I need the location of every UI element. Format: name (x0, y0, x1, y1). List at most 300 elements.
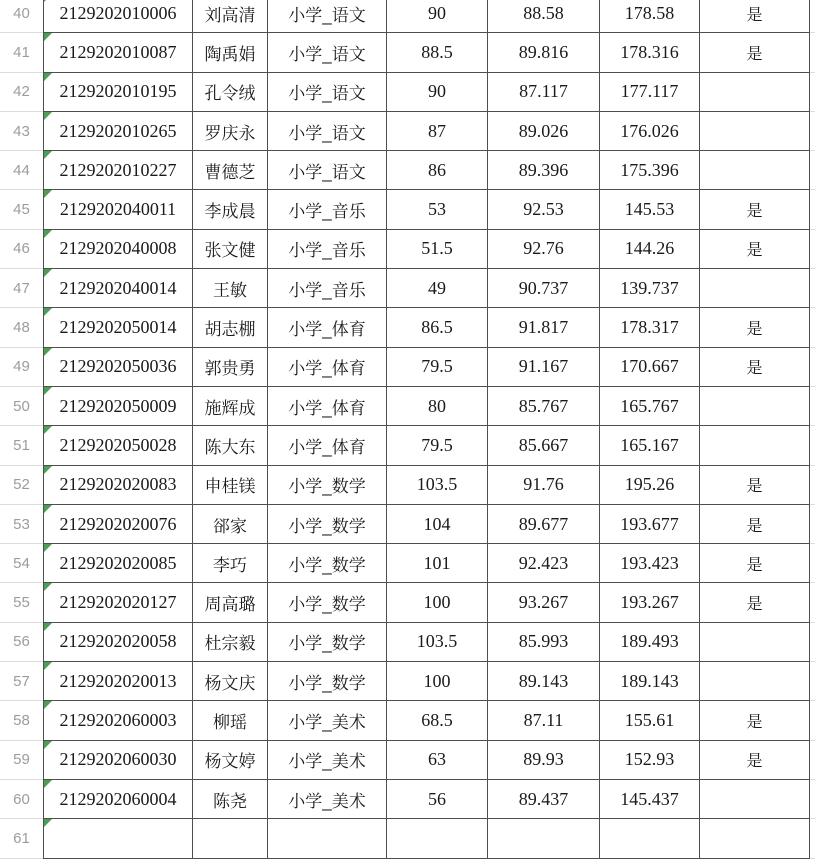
id-cell-text: 2129202010087 (59, 41, 177, 62)
score1-cell-text: 90 (428, 81, 446, 102)
name-cell[interactable] (193, 583, 268, 622)
row-header-cell[interactable] (0, 426, 43, 465)
total-score-cell-text: 195.26 (624, 474, 675, 495)
subject-cell[interactable] (268, 662, 387, 701)
subject-cell[interactable] (268, 819, 387, 858)
subject-cell[interactable] (268, 33, 387, 72)
green-triangle-icon (44, 623, 52, 631)
id-cell[interactable] (43, 426, 193, 465)
name-cell[interactable] (193, 308, 268, 347)
table-row (0, 505, 815, 544)
id-cell-text: 2129202050009 (59, 395, 177, 416)
table-row (0, 780, 815, 819)
next-column-sliver (810, 308, 815, 347)
id-cell-text: 2129202010227 (59, 159, 177, 180)
table-row (0, 623, 815, 662)
total-score-cell-text: 165.767 (620, 395, 679, 416)
row-header-cell[interactable] (0, 0, 43, 33)
green-triangle-icon (44, 348, 52, 356)
qualified-cell[interactable] (700, 151, 810, 190)
green-triangle-icon (44, 426, 52, 434)
score2-cell[interactable] (488, 348, 600, 387)
subject-cell-text: 小学_美术 (288, 752, 366, 772)
qualified-cell-text: 是 (746, 203, 763, 221)
score1-cell-text: 79.5 (421, 356, 453, 377)
id-cell[interactable] (43, 583, 193, 622)
total-score-cell-text: 178.58 (624, 2, 675, 23)
name-cell-text: 罗庆永 (204, 123, 256, 143)
score2-cell-text: 89.026 (518, 120, 569, 141)
green-triangle-icon (44, 505, 52, 513)
row-header-cell[interactable] (0, 544, 43, 583)
next-column-sliver (810, 623, 815, 662)
total-score-cell[interactable] (600, 230, 700, 269)
score1-cell-text: 101 (423, 552, 451, 573)
next-column-sliver (810, 505, 815, 544)
id-cell[interactable] (43, 741, 193, 780)
score2-cell-text: 90.737 (518, 277, 569, 298)
name-cell-text: 柳瑶 (213, 712, 247, 732)
score2-cell-text: 93.267 (518, 592, 569, 613)
table-row (0, 230, 815, 269)
subject-cell-text: 小学_数学 (288, 477, 366, 497)
green-triangle-icon (44, 308, 52, 316)
table-row (0, 73, 815, 112)
row-header-cell-text: 57 (13, 672, 30, 690)
id-cell-text: 2129202020127 (59, 592, 177, 613)
next-column-sliver (810, 583, 815, 622)
next-column-sliver (810, 151, 815, 190)
next-column-sliver (810, 819, 815, 858)
name-cell-text: 张文健 (204, 241, 256, 261)
subject-cell[interactable] (268, 505, 387, 544)
total-score-cell[interactable] (600, 505, 700, 544)
score2-cell[interactable] (488, 505, 600, 544)
green-triangle-icon (44, 741, 52, 749)
score1-cell[interactable] (387, 190, 488, 229)
row-header-cell-text: 52 (13, 476, 30, 494)
qualified-cell[interactable] (700, 33, 810, 72)
score1-cell-text: 86.5 (421, 317, 453, 338)
score2-cell[interactable] (488, 426, 600, 465)
row-header-cell[interactable] (0, 33, 43, 72)
name-cell[interactable] (193, 151, 268, 190)
qualified-cell-text: 是 (746, 45, 763, 63)
row-header-cell[interactable] (0, 662, 43, 701)
subject-cell[interactable] (268, 583, 387, 622)
total-score-cell[interactable] (600, 583, 700, 622)
score1-cell[interactable] (387, 701, 488, 740)
id-cell-text: 2129202060030 (59, 749, 177, 770)
qualified-cell[interactable] (700, 190, 810, 229)
score2-cell[interactable] (488, 780, 600, 819)
score2-cell-text: 89.677 (518, 513, 569, 534)
score1-cell-text: 103.5 (416, 631, 458, 652)
subject-cell[interactable] (268, 151, 387, 190)
name-cell[interactable] (193, 544, 268, 583)
name-cell-text: 杨文婷 (204, 752, 256, 772)
score2-cell[interactable] (488, 230, 600, 269)
row-header-cell[interactable] (0, 583, 43, 622)
qualified-cell-text: 是 (746, 242, 763, 260)
subject-cell[interactable] (268, 387, 387, 426)
score2-cell[interactable] (488, 387, 600, 426)
qualified-cell[interactable] (700, 819, 810, 858)
score2-cell[interactable] (488, 308, 600, 347)
id-cell-text: 2129202050036 (59, 356, 177, 377)
row-header-cell-text: 58 (13, 711, 30, 729)
row-header-cell-text: 46 (13, 240, 30, 258)
qualified-cell[interactable] (700, 230, 810, 269)
subject-cell-text: 小学_体育 (288, 359, 366, 379)
green-triangle-icon (44, 269, 52, 277)
score2-cell[interactable] (488, 151, 600, 190)
name-cell[interactable] (193, 662, 268, 701)
qualified-cell[interactable] (700, 387, 810, 426)
id-cell[interactable] (43, 308, 193, 347)
score2-cell[interactable] (488, 583, 600, 622)
id-cell-text: 2129202010265 (59, 120, 177, 141)
name-cell[interactable] (193, 466, 268, 505)
green-triangle-icon (44, 190, 52, 198)
row-header-cell[interactable] (0, 308, 43, 347)
id-cell[interactable] (43, 662, 193, 701)
row-header-cell[interactable] (0, 505, 43, 544)
total-score-cell-text: 155.61 (624, 709, 675, 730)
score1-cell[interactable] (387, 741, 488, 780)
next-column-sliver (810, 741, 815, 780)
subject-cell-text: 小学_数学 (288, 516, 366, 536)
total-score-cell-text: 193.423 (620, 552, 679, 573)
total-score-cell-text: 177.117 (620, 81, 679, 102)
qualified-cell[interactable] (700, 308, 810, 347)
score2-cell[interactable] (488, 112, 600, 151)
name-cell[interactable] (193, 269, 268, 308)
score1-cell[interactable] (387, 230, 488, 269)
total-score-cell[interactable] (600, 112, 700, 151)
next-column-sliver (810, 426, 815, 465)
qualified-cell[interactable] (700, 0, 810, 33)
qualified-cell[interactable] (700, 623, 810, 662)
total-score-cell[interactable] (600, 0, 700, 33)
score1-cell[interactable] (387, 466, 488, 505)
row-header-cell[interactable] (0, 73, 43, 112)
name-cell-text: 曹德芝 (204, 162, 256, 182)
score2-cell-text: 92.423 (518, 552, 569, 573)
total-score-cell[interactable] (600, 348, 700, 387)
score1-cell[interactable] (387, 583, 488, 622)
row-header-cell[interactable] (0, 819, 43, 858)
qualified-cell[interactable] (700, 701, 810, 740)
id-cell[interactable] (43, 33, 193, 72)
score1-cell-text: 56 (428, 788, 446, 809)
subject-cell[interactable] (268, 230, 387, 269)
table-row (0, 190, 815, 229)
id-cell[interactable] (43, 544, 193, 583)
total-score-cell[interactable] (600, 73, 700, 112)
qualified-cell[interactable] (700, 269, 810, 308)
total-score-cell-text: 152.93 (624, 749, 675, 770)
name-cell[interactable] (193, 230, 268, 269)
subject-cell[interactable] (268, 112, 387, 151)
subject-cell[interactable] (268, 269, 387, 308)
subject-cell[interactable] (268, 0, 387, 33)
qualified-cell[interactable] (700, 466, 810, 505)
id-cell[interactable] (43, 505, 193, 544)
name-cell[interactable] (193, 112, 268, 151)
qualified-cell-text: 是 (746, 713, 763, 731)
name-cell[interactable] (193, 505, 268, 544)
id-cell[interactable] (43, 819, 193, 858)
score2-cell[interactable] (488, 741, 600, 780)
subject-cell[interactable] (268, 701, 387, 740)
score2-cell[interactable] (488, 190, 600, 229)
total-score-cell[interactable] (600, 33, 700, 72)
total-score-cell-text: 193.267 (620, 592, 679, 613)
name-cell[interactable] (193, 190, 268, 229)
subject-cell-text: 小学_语文 (288, 123, 366, 143)
name-cell[interactable] (193, 623, 268, 662)
total-score-cell[interactable] (600, 741, 700, 780)
total-score-cell[interactable] (600, 623, 700, 662)
green-triangle-icon (44, 230, 52, 238)
row-header-cell[interactable] (0, 190, 43, 229)
next-column-sliver (810, 33, 815, 72)
score2-cell[interactable] (488, 73, 600, 112)
subject-cell[interactable] (268, 73, 387, 112)
total-score-cell[interactable] (600, 190, 700, 229)
row-header-cell[interactable] (0, 741, 43, 780)
name-cell[interactable] (193, 819, 268, 858)
id-cell-text: 2129202020058 (59, 631, 177, 652)
name-cell[interactable] (193, 780, 268, 819)
score1-cell-text: 80 (428, 395, 446, 416)
total-score-cell[interactable] (600, 387, 700, 426)
score1-cell-text: 90 (428, 2, 446, 23)
table-row (0, 112, 815, 151)
name-cell-text: 周高璐 (204, 595, 256, 615)
score1-cell[interactable] (387, 505, 488, 544)
score2-cell[interactable] (488, 269, 600, 308)
next-column-sliver (810, 73, 815, 112)
green-triangle-icon (44, 583, 52, 591)
total-score-cell-text: 145.437 (620, 788, 679, 809)
subject-cell-text: 小学_语文 (288, 162, 366, 182)
subject-cell[interactable] (268, 308, 387, 347)
name-cell-text: 施辉成 (204, 398, 256, 418)
name-cell[interactable] (193, 701, 268, 740)
id-cell[interactable] (43, 269, 193, 308)
score1-cell[interactable] (387, 73, 488, 112)
row-header-cell[interactable] (0, 151, 43, 190)
row-header-cell-text: 40 (13, 4, 30, 22)
score2-cell[interactable] (488, 0, 600, 33)
row-header-cell-text: 56 (13, 633, 30, 651)
score1-cell[interactable] (387, 112, 488, 151)
qualified-cell-text: 是 (746, 360, 763, 378)
id-cell-text: 2129202040008 (59, 238, 177, 259)
total-score-cell-text: 175.396 (620, 159, 679, 180)
score1-cell[interactable] (387, 348, 488, 387)
qualified-cell[interactable] (700, 544, 810, 583)
subject-cell[interactable] (268, 544, 387, 583)
id-cell[interactable] (43, 230, 193, 269)
name-cell[interactable] (193, 0, 268, 33)
qualified-cell[interactable] (700, 741, 810, 780)
id-cell[interactable] (43, 73, 193, 112)
score2-cell[interactable] (488, 466, 600, 505)
total-score-cell[interactable] (600, 662, 700, 701)
id-cell[interactable] (43, 112, 193, 151)
subject-cell[interactable] (268, 623, 387, 662)
name-cell[interactable] (193, 426, 268, 465)
row-header-cell[interactable] (0, 623, 43, 662)
qualified-cell[interactable] (700, 112, 810, 151)
total-score-cell[interactable] (600, 701, 700, 740)
score1-cell-text: 79.5 (421, 434, 453, 455)
green-triangle-icon (44, 0, 52, 2)
id-cell-text: 2129202050028 (59, 434, 177, 455)
row-header-cell-text: 49 (13, 358, 30, 376)
id-cell[interactable] (43, 780, 193, 819)
id-cell[interactable] (43, 701, 193, 740)
id-cell-text: 2129202050014 (59, 317, 177, 338)
qualified-cell[interactable] (700, 348, 810, 387)
row-header-cell-text: 61 (13, 829, 30, 847)
name-cell-text: 杜宗毅 (204, 634, 256, 654)
subject-cell[interactable] (268, 426, 387, 465)
score1-cell-text: 87 (428, 120, 446, 141)
id-cell[interactable] (43, 348, 193, 387)
score1-cell-text: 103.5 (416, 474, 458, 495)
subject-cell-text: 小学_数学 (288, 555, 366, 575)
id-cell-text: 2129202020085 (59, 552, 177, 573)
score2-cell[interactable] (488, 701, 600, 740)
score1-cell-text: 63 (428, 749, 446, 770)
row-header-cell-text: 44 (13, 161, 30, 179)
subject-cell-text: 小学_音乐 (288, 202, 366, 222)
table-row (0, 466, 815, 505)
qualified-cell-text: 是 (746, 596, 763, 614)
row-header-cell[interactable] (0, 348, 43, 387)
next-column-sliver (810, 387, 815, 426)
score1-cell-text: 68.5 (421, 709, 453, 730)
total-score-cell[interactable] (600, 544, 700, 583)
row-header-cell-text: 45 (13, 201, 30, 219)
row-header-cell[interactable] (0, 230, 43, 269)
id-cell[interactable] (43, 190, 193, 229)
total-score-cell-text: 193.677 (620, 513, 679, 534)
qualified-cell[interactable] (700, 662, 810, 701)
id-cell[interactable] (43, 623, 193, 662)
id-cell[interactable] (43, 466, 193, 505)
score1-cell[interactable] (387, 819, 488, 858)
qualified-cell[interactable] (700, 583, 810, 622)
subject-cell[interactable] (268, 348, 387, 387)
qualified-cell[interactable] (700, 73, 810, 112)
score1-cell[interactable] (387, 387, 488, 426)
qualified-cell-text: 是 (746, 556, 763, 574)
score2-cell[interactable] (488, 544, 600, 583)
score1-cell[interactable] (387, 151, 488, 190)
score1-cell[interactable] (387, 308, 488, 347)
qualified-cell[interactable] (700, 780, 810, 819)
row-header-cell[interactable] (0, 387, 43, 426)
score1-cell[interactable] (387, 780, 488, 819)
name-cell[interactable] (193, 73, 268, 112)
total-score-cell[interactable] (600, 269, 700, 308)
name-cell-text: 杨文庆 (204, 673, 256, 693)
total-score-cell-text: 170.667 (620, 356, 679, 377)
id-cell[interactable] (43, 151, 193, 190)
id-cell[interactable] (43, 0, 193, 33)
row-header-cell[interactable] (0, 466, 43, 505)
score1-cell[interactable] (387, 33, 488, 72)
table-row (0, 426, 815, 465)
score2-cell[interactable] (488, 819, 600, 858)
total-score-cell[interactable] (600, 151, 700, 190)
qualified-cell[interactable] (700, 505, 810, 544)
row-header-cell[interactable] (0, 780, 43, 819)
total-score-cell-text: 178.317 (620, 317, 679, 338)
score1-cell-text: 88.5 (421, 41, 453, 62)
score1-cell[interactable] (387, 269, 488, 308)
id-cell[interactable] (43, 387, 193, 426)
name-cell[interactable] (193, 741, 268, 780)
id-cell-text: 2129202010195 (59, 81, 177, 102)
row-header-cell[interactable] (0, 112, 43, 151)
subject-cell-text: 小学_数学 (288, 673, 366, 693)
name-cell-text: 胡志棚 (204, 320, 256, 340)
next-column-sliver (810, 466, 815, 505)
score2-cell[interactable] (488, 623, 600, 662)
score1-cell[interactable] (387, 426, 488, 465)
green-triangle-icon (44, 662, 52, 670)
row-header-cell[interactable] (0, 701, 43, 740)
name-cell[interactable] (193, 387, 268, 426)
subject-cell[interactable] (268, 741, 387, 780)
table-row (0, 0, 815, 33)
total-score-cell[interactable] (600, 466, 700, 505)
score2-cell[interactable] (488, 33, 600, 72)
row-header-cell-text: 48 (13, 319, 30, 337)
total-score-cell[interactable] (600, 426, 700, 465)
name-cell[interactable] (193, 348, 268, 387)
row-header-cell-text: 54 (13, 554, 30, 572)
name-cell[interactable] (193, 33, 268, 72)
score1-cell[interactable] (387, 623, 488, 662)
score2-cell[interactable] (488, 662, 600, 701)
total-score-cell[interactable] (600, 308, 700, 347)
row-header-cell-text: 50 (13, 397, 30, 415)
table-row (0, 151, 815, 190)
subject-cell[interactable] (268, 780, 387, 819)
qualified-cell-text: 是 (746, 321, 763, 339)
score1-cell[interactable] (387, 0, 488, 33)
subject-cell[interactable] (268, 190, 387, 229)
score1-cell[interactable] (387, 662, 488, 701)
id-cell-text: 2129202060004 (59, 788, 177, 809)
total-score-cell[interactable] (600, 819, 700, 858)
subject-cell-text: 小学_数学 (288, 634, 366, 654)
row-header-cell[interactable] (0, 269, 43, 308)
score1-cell[interactable] (387, 544, 488, 583)
total-score-cell[interactable] (600, 780, 700, 819)
next-column-sliver (810, 112, 815, 151)
table-row (0, 583, 815, 622)
qualified-cell[interactable] (700, 426, 810, 465)
subject-cell[interactable] (268, 466, 387, 505)
